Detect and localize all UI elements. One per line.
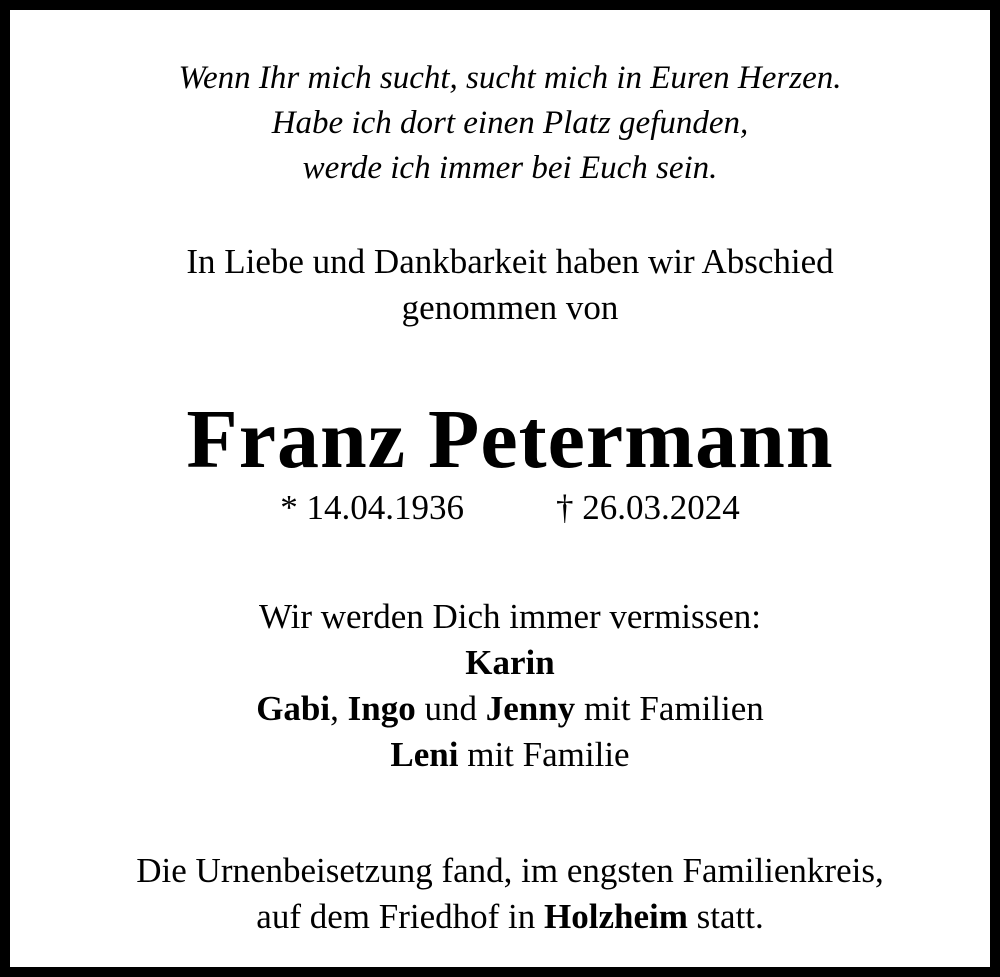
burial-notice	[20, 848, 1000, 940]
burial-suffix: statt.	[687, 897, 764, 936]
poem-line-3: werde ich immer bei Euch sein.	[302, 150, 718, 186]
poem-line-1: Wenn Ihr mich sucht, sucht mich in Euren Herzen.	[178, 60, 842, 96]
burial-line-1: Die Urnenbeisetzung fand, im engsten Familienkreis,	[136, 851, 884, 890]
deceased-name: Franz Petermann	[186, 393, 834, 486]
death-date: † 26.03.2024	[556, 488, 740, 527]
mourner-name: Gabi	[256, 689, 331, 728]
poem-line-2: Habe ich dort einen Platz gefunden,	[271, 105, 749, 141]
mourners-line-3	[20, 732, 1000, 778]
mourner-name: Jenny	[485, 689, 576, 728]
intro-text	[20, 239, 1000, 331]
mourners	[20, 594, 1000, 778]
mourners-line-2	[20, 686, 1000, 732]
burial-line-2	[20, 894, 1000, 940]
poem	[20, 56, 1000, 191]
suffix-text: mit Familie	[458, 735, 630, 774]
birth-date: * 14.04.1936	[280, 488, 464, 527]
burial-prefix: auf dem Friedhof in	[256, 897, 544, 936]
burial-place: Holzheim	[544, 897, 688, 936]
intro-line-2: genommen von	[401, 288, 619, 327]
intro-line-1: In Liebe und Dankbarkeit haben wir Abschied	[186, 242, 834, 281]
mourner-name: Karin	[465, 643, 555, 682]
separator-text: und	[415, 689, 486, 728]
life-dates	[20, 484, 1000, 532]
mourner-name: Leni	[390, 735, 459, 774]
suffix-text: mit Familien	[575, 689, 764, 728]
mourner-name: Ingo	[347, 689, 416, 728]
mourners-heading: Wir werden Dich immer vermissen:	[258, 597, 762, 636]
separator-text: ,	[330, 689, 348, 728]
